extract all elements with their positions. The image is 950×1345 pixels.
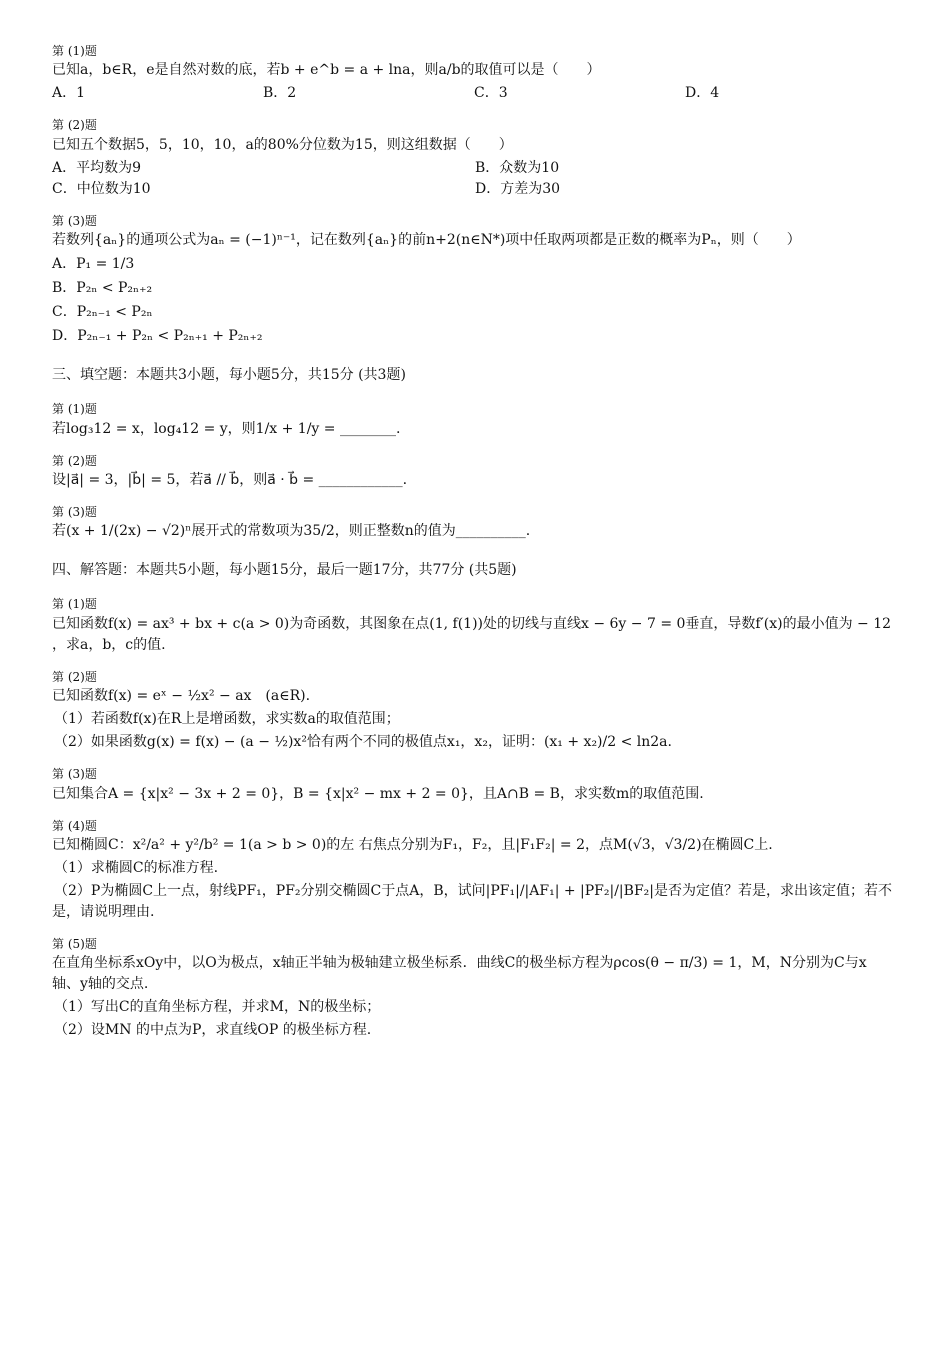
question-number: 第 (5)题	[52, 936, 97, 951]
question-line: 已知函数f(x) = eˣ − ½x² − ax (a∈R).	[52, 688, 311, 705]
option-d: D．P₂ₙ₋₁ + P₂ₙ < P₂ₙ₊₁ + P₂ₙ₊₂	[52, 328, 263, 345]
question-stem: 若log₃12 = x，log₄12 = y，则1/x + 1/y = ________.	[52, 420, 401, 437]
question-number: 第 (3)题	[52, 767, 97, 782]
sub-question: （2）P为椭圆C上一点，射线PF₁，PF₂分别交椭圆C于点A，B，试问|PF₁|/|AF₁| + |PF₂|/|BF₂|是否为定值？若是，求出该定值；若不	[54, 882, 892, 899]
option-c: C．中位数为10	[52, 180, 151, 197]
sub-question: （1）若函数f(x)在R上是增函数，求实数a的取值范围；	[54, 711, 400, 728]
question-number: 第 (2)题	[52, 118, 97, 133]
question-number: 第 (3)题	[52, 213, 97, 228]
fill-question-3	[52, 505, 898, 542]
section-title: 三、填空题：本题共3小题，每小题5分，共15分 (共3题)	[52, 367, 406, 384]
option-c: C．P₂ₙ₋₁ < P₂ₙ	[52, 304, 153, 321]
question-line: 已知函数f(x) = ax³ + bx + c(a > 0)为奇函数，其图象在点(1, f(1))处的切线与直线x − 6y − 7 = 0垂直，导数f′(x)的最小值为 − 12	[52, 615, 892, 632]
solve-question-5	[52, 937, 898, 1041]
option-a: A．P₁ = 1/3	[52, 256, 135, 273]
mc-question-2	[52, 118, 898, 199]
question-number: 第 (2)题	[52, 669, 97, 684]
question-line: 是，请说明理由.	[52, 903, 155, 920]
option-list	[52, 83, 898, 104]
sub-question: （2）设MN 的中点为P，求直线OP 的极坐标方程.	[54, 1022, 372, 1039]
mc-question-3	[52, 214, 898, 347]
solve-question-1	[52, 597, 898, 655]
option-b: B．2	[263, 85, 297, 102]
option-a: A．1	[52, 85, 86, 102]
question-stem: 若数列{aₙ}的通项公式为aₙ = (−1)ⁿ⁻¹，记在数列{aₙ}的前n+2(n∈N*)项中任取两项都是正数的概率为Pₙ，则（ ）	[52, 232, 801, 249]
fill-question-1	[52, 402, 898, 439]
question-stem: 设|a⃗| = 3，|b⃗| = 5，若a⃗ // b⃗，则a⃗ · b⃗ = ____________.	[52, 471, 408, 488]
solve-question-4	[52, 819, 898, 923]
solve-question-3	[52, 767, 898, 804]
question-number: 第 (1)题	[52, 597, 97, 612]
question-stem: 若(x + 1/(2x) − √2)ⁿ展开式的常数项为35/2，则正整数n的值为__________.	[52, 523, 531, 540]
option-d: D．4	[685, 85, 720, 102]
question-number: 第 (2)题	[52, 453, 97, 468]
option-d: D．方差为30	[475, 180, 561, 197]
question-number: 第 (3)题	[52, 504, 97, 519]
mc-question-1	[52, 44, 898, 104]
question-line: 已知椭圆C：x²/a² + y²/b² = 1(a > b > 0)的左 右焦点分别为F₁，F₂，且|F₁F₂| = 2，点M(√3，√3/2)在椭圆C上.	[52, 836, 773, 853]
sub-question: （1）求椭圆C的标准方程.	[54, 859, 219, 876]
option-b: B．P₂ₙ < P₂ₙ₊₂	[52, 280, 153, 297]
question-number: 第 (1)题	[52, 44, 97, 58]
question-line: ，求a，b，c的值.	[52, 636, 166, 653]
question-number: 第 (4)题	[52, 818, 97, 833]
fill-question-2	[52, 454, 898, 491]
question-line: 在直角坐标系xOy中，以O为极点，x轴正半轴为极轴建立极坐标系．曲线C的极坐标方程为ρcos(θ − π/3) = 1，M，N分别为C与x	[52, 955, 867, 972]
question-stem: 已知五个数据5，5，10，10，a的80%分位数为15，则这组数据（ ）	[52, 136, 513, 153]
question-line: 轴、y轴的交点.	[52, 976, 149, 993]
question-number: 第 (1)题	[52, 402, 97, 417]
question-line: 已知集合A = {x|x² − 3x + 2 = 0}，B = {x|x² − mx + 2 = 0}，且A∩B = B，求实数m的取值范围.	[52, 785, 704, 802]
option-c: C．3	[474, 85, 508, 102]
solve-question-2	[52, 670, 898, 753]
option-list	[52, 254, 898, 347]
exam-page	[52, 44, 898, 1055]
option-list	[52, 158, 898, 200]
question-stem: 已知a，b∈R，e是自然对数的底，若b + e^b = a + lna，则a/b的取值可以是（ ）	[52, 62, 601, 79]
option-a: A．平均数为9	[52, 159, 142, 176]
sub-question: （1）写出C的直角坐标方程，并求M，N的极坐标；	[54, 999, 381, 1016]
section-title: 四、解答题：本题共5小题，每小题15分，最后一题17分，共77分 (共5题)	[52, 562, 517, 579]
option-b: B．众数为10	[475, 159, 560, 176]
sub-question: （2）如果函数g(x) = f(x) − (a − ½)x²恰有两个不同的极值点x₁，x₂，证明：(x₁ + x₂)/2 < ln2a.	[54, 734, 672, 751]
